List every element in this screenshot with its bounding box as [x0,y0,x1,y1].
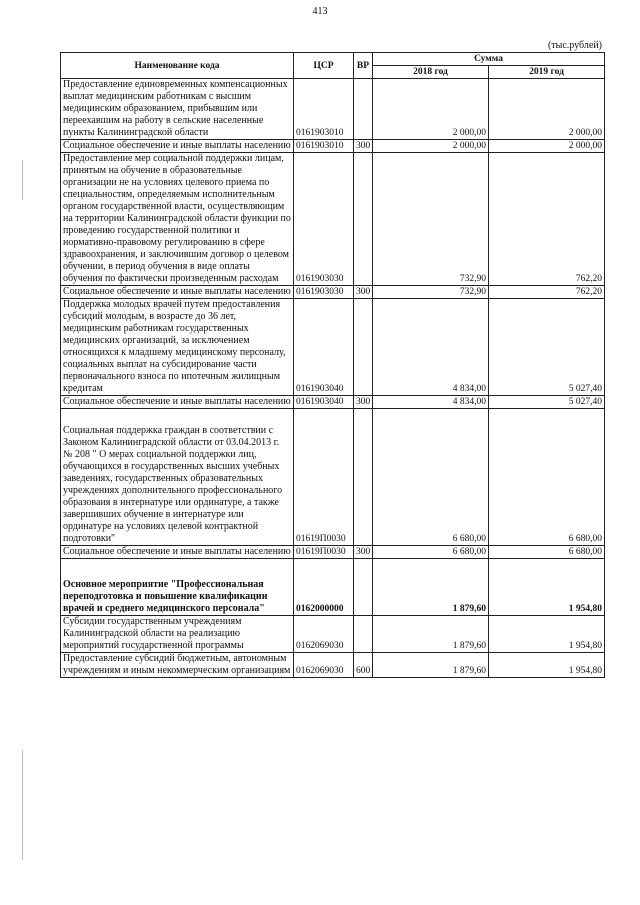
row-amount-2019-cell: 1 954,80 [489,559,605,616]
table-row [61,299,605,396]
row-amount-2018-cell: 6 680,00 [373,546,489,559]
row-name-cell: Предоставление мер социальной поддержки лицам, принятым на обучение в образовательные организации не на условиях целевого приема по специальностям, определяемым исполнительным органом государственной власти, осуществляющим на территории Калининградской области функции по проведению государственной политики и нормативно-правовому регулированию в сфере здравоохранения, и заключившим договор о целевом обучении, в период обучения в виде оплаты обучения по фактически произведенным расходам [61,153,294,286]
row-name-cell: Предоставление единовременных компенсационных выплат медицинским работникам с высшим медицинским образованием, прибывшим или переехавшим на работу в сельские населенные пункты Калининградской области [61,79,294,140]
row-name-cell: Поддержка молодых врачей путем предоставления субсидий молодым, в возрасте до 36 лет, медицинским работникам государственных медицинских организаций, за исключением относящихся к младшему медицинскому персоналу, социальных выплат на субсидирование части первоначального взноса по ипотечным жилищным кредитам [61,299,294,396]
table-row [61,396,605,409]
table-row [61,616,605,653]
row-name-cell: Социальное обеспечение и иные выплаты населению [61,140,294,153]
row-name-cell: Социальная поддержка граждан в соответствии с Законом Калининградской области от 03.04.2013 г. № 208 " О мерах социальной поддержки лиц, обучающихся в государственных высших учебных заведениях, государственных образовательных учреждениях дополнительного профессионального образоваия в интернатуре или ординатуре, а также завершивших обучение в интернатуре или ординатуре на условиях целевой контрактной подготовки" [61,409,294,546]
row-amount-2018-cell: 2 000,00 [373,140,489,153]
header-row-top [61,53,605,66]
table-row [61,559,605,616]
table-row [61,286,605,299]
header-year-2019: 2019 год [489,66,605,79]
row-vr-cell: 300 [354,140,373,153]
row-vr-cell [354,79,373,140]
binding-mark [22,750,23,860]
row-amount-2019-cell: 1 954,80 [489,653,605,678]
table-row [61,409,605,546]
row-csr-cell: 0161903040 [294,396,354,409]
row-name-cell: Основное мероприятие "Профессиональная переподготовка и повышение квалификации врачей и среднего медицинского персонала" [61,559,294,616]
row-vr-cell [354,153,373,286]
row-csr-cell: 0162000000 [294,559,354,616]
row-amount-2018-cell: 732,90 [373,153,489,286]
binding-mark [22,160,23,200]
row-name-cell: Предоставление субсидий бюджетным, автономным учреждениям и иным некоммерческим организациям [61,653,294,678]
row-amount-2018-cell: 2 000,00 [373,79,489,140]
budget-table [60,52,605,678]
row-vr-cell [354,616,373,653]
row-vr-cell [354,559,373,616]
row-amount-2019-cell: 762,20 [489,286,605,299]
row-vr-cell: 600 [354,653,373,678]
table-row [61,140,605,153]
row-amount-2019-cell: 6 680,00 [489,546,605,559]
row-csr-cell: 0161903040 [294,299,354,396]
row-name-cell: Социальное обеспечение и иные выплаты населению [61,396,294,409]
row-name-cell: Социальное обеспечение и иные выплаты населению [61,286,294,299]
row-csr-cell: 0161903030 [294,286,354,299]
row-amount-2019-cell: 1 954,80 [489,616,605,653]
table-row [61,153,605,286]
header-csr: ЦСР [294,53,354,79]
row-name-cell: Социальное обеспечение и иные выплаты населению [61,546,294,559]
row-csr-cell: 0161903010 [294,79,354,140]
header-name: Наименование кода [61,53,294,79]
row-vr-cell: 300 [354,396,373,409]
row-name-cell: Субсидии государственным учреждениям Калининградской области на реализацию мероприятий государственной программы [61,616,294,653]
table-body [61,79,605,678]
row-amount-2018-cell: 1 879,60 [373,559,489,616]
row-amount-2018-cell: 1 879,60 [373,653,489,678]
units-label: (тыс.рублей) [547,40,602,51]
table-row [61,546,605,559]
row-vr-cell: 300 [354,546,373,559]
row-vr-cell [354,299,373,396]
row-amount-2019-cell: 762,20 [489,153,605,286]
header-sum: Сумма [373,53,605,66]
row-amount-2018-cell: 6 680,00 [373,409,489,546]
row-csr-cell: 0162069030 [294,616,354,653]
table-row [61,653,605,678]
row-amount-2018-cell: 4 834,00 [373,299,489,396]
row-amount-2018-cell: 4 834,00 [373,396,489,409]
header-year-2018: 2018 год [373,66,489,79]
row-csr-cell: 01619П0030 [294,546,354,559]
row-amount-2018-cell: 1 879,60 [373,616,489,653]
row-csr-cell: 01619П0030 [294,409,354,546]
row-csr-cell: 0162069030 [294,653,354,678]
row-amount-2019-cell: 2 000,00 [489,140,605,153]
row-amount-2018-cell: 732,90 [373,286,489,299]
row-csr-cell: 0161903010 [294,140,354,153]
row-amount-2019-cell: 2 000,00 [489,79,605,140]
row-vr-cell [354,409,373,546]
row-csr-cell: 0161903030 [294,153,354,286]
row-amount-2019-cell: 5 027,40 [489,396,605,409]
page-number: 413 [312,6,328,17]
table-row [61,79,605,140]
row-amount-2019-cell: 5 027,40 [489,299,605,396]
row-vr-cell: 300 [354,286,373,299]
header-vr: ВР [354,53,373,79]
row-amount-2019-cell: 6 680,00 [489,409,605,546]
